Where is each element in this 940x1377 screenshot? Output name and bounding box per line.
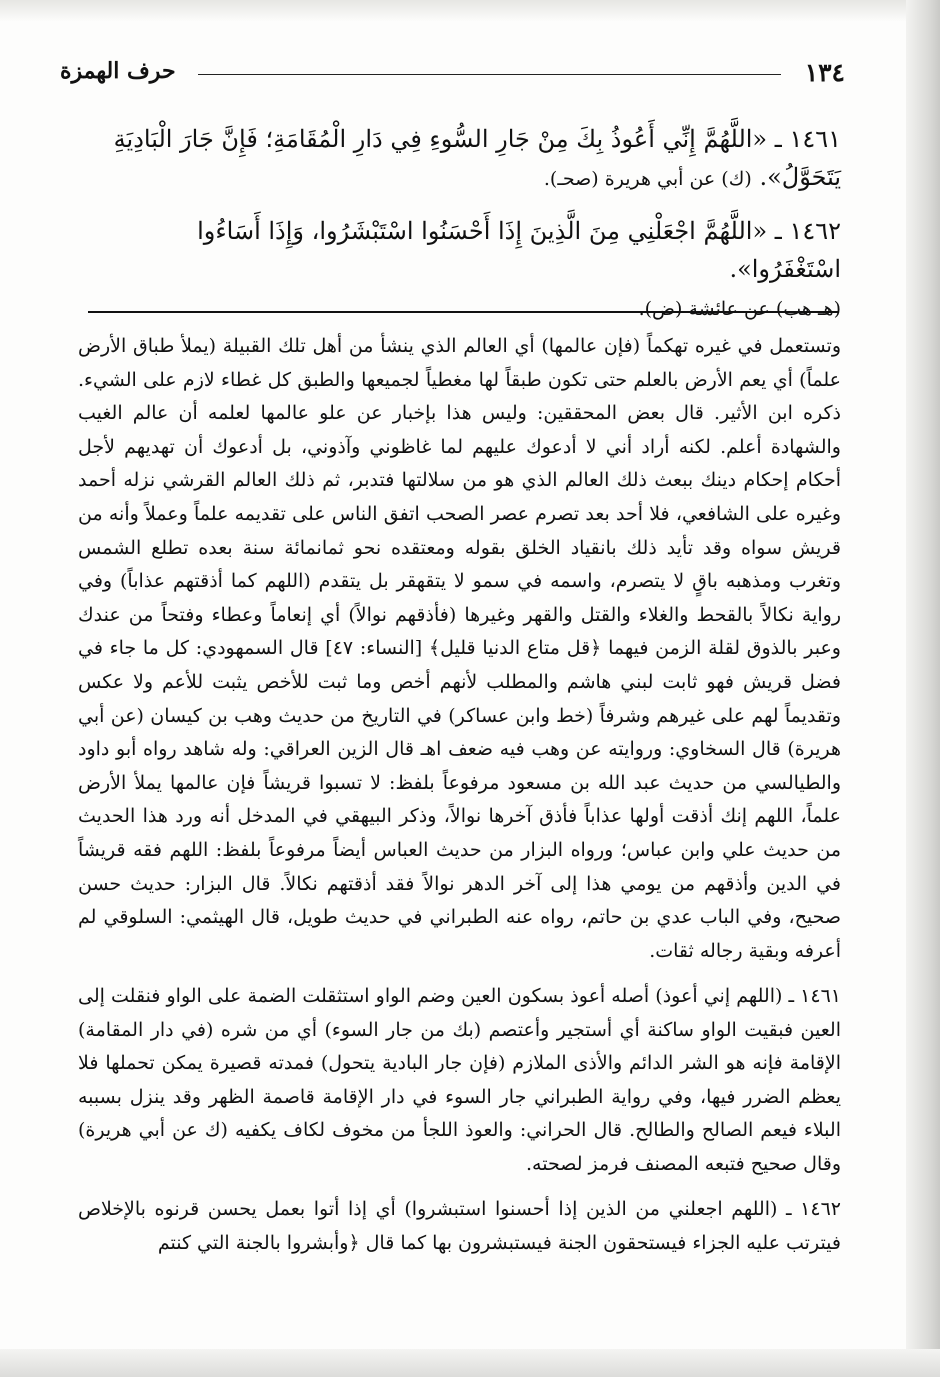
commentary-paragraph: ١٤٦٢ ـ (اللهم اجعلني من الذين إذا أحسنوا استبشروا) أي إذا أتوا بعمل يحسن قرنوه بالإخلاص فيترتب عليه الجزاء فيستحقون الجنة فيستبشرون بها كما قال ﴿وأبشروا بالجنة التي كنتم xyxy=(78,1198,841,1254)
commentary-section xyxy=(78,330,841,1272)
page-binding-shadow xyxy=(906,0,940,1377)
hadith-dash: ـ xyxy=(767,125,782,153)
page-header xyxy=(60,54,845,94)
commentary-paragraph: وتستعمل في غيره تهكماً (فإن عالمها) أي العالم الذي ينشأ من أهل تلك القبيلة (يملأ طباق الأرض علماً) أي يعم الأرض بالعلم حتى تكون طبقاً لها مغطياً لجميعها والطبق كل غطاء لازم على الشيء. ذكره ابن الأثير. قال بعض المحققين: وليس هذا بإخبار عن علو عالمها لعلمه أن عالم الغيب والشهادة أعلم. لكنه أراد أني لا أدعوك عليهم لما غاظوني وآذوني، بل أدعوك أن تهديهم لأجل أحكام إحكام دينك ببعث ذلك العالم الذي هو من سلالتها فتدبر، ثم ذلك العالم القرشي نزله أحمد وغيره على الشافعي، فلا أحد بعد تصرم عصر الصحب اتفق الناس على تقديمه علماً وعملاً وأنه من قريش سواه وقد تأيد ذلك بانقياد الخلق بقوله ومعتقده نحو ثمانمائة سنة بعده تطلع الشمس وتغرب ومذهبه باقٍ لا يتصرم، واسمه في سمو لا يتقهقر بل يتقدم (اللهم كما أذقتهم عذاباً) وفي رواية نكالاً بالقحط والغلاء والقتل والقهر وغيرها (فأذقهم نوالاً) أي إنعاماً وعطاء وفتحاً من عندك وعبر بالذوق لقلة الزمن فيهما ﴿قل متاع الدنيا قليل﴾ [النساء: ٤٧] قال السمهودي: كل ما جاء في فضل قريش فهو ثابت لبني هاشم والمطلب لأنهم أخص وما ثبت للأخص يثبت للأعم ولا عكس وتقديماً لهم على غيرهم وشرفاً (خط وابن عساكر) في التاريخ من حديث وهب بن كيسان (عن أبي هريرة) قال السخاوي: وروايته عن وهب فيه ضعف اهـ قال الزين العراقي: وله شاهد رواه أبو داود والطيالسي من حديث عبد الله بن مسعود مرفوعاً بلفظ: لا تسبوا قريشاً فإن عالمها يملأ الأرض علماً، اللهم إنك أذقت أولها عذاباً فأذق آخرها نوالاً، وذكر البيهقي في المدخل أنه ورد هذا الحديث من حديث علي وابن عباس؛ ورواه البزار من حديث العباس أيضاً مرفوعاً بلفظ: اللهم فقه قريشاً في الدين وأذقهم من يومي هذا إلى آخر الدهر نوالاً فقد أذقتهم نكالاً. قال البزار: حديث حسن صحيح، وفي الباب عدي بن حاتم، رواه عنه الطبراني في حديث طويل، قال الهيثمي: السلوقي لم أعرفه وبقية رجاله ثقات. xyxy=(78,335,841,962)
hadith-text: «اللَّهُمَّ إِنِّي أَعُوذُ بِكَ مِنْ جَارِ السُّوءِ فِي دَارِ الْمُقَامَةِ؛ فَإِنَّ جَارَ الْبَادِيَةِ يَتَحَوَّلُ». xyxy=(113,125,841,191)
hadith-text: «اللَّهُمَّ اجْعَلْنِي مِنَ الَّذِينَ إِذَا أَحْسَنُوا اسْتَبْشَرُوا، وَإِذَا أَسَاءُوا اسْتَغْفَرُوا». xyxy=(197,217,841,283)
hadith-source: (ك) عن أبي هريرة (صحـ). xyxy=(543,168,752,190)
hadith-entry xyxy=(78,120,841,198)
header-rule xyxy=(198,74,781,75)
hadith-dash: ـ xyxy=(767,217,782,245)
page-number: ١٣٤ xyxy=(804,58,845,87)
page-top-shadow xyxy=(0,0,940,22)
hadith-number: ١٤٦١ xyxy=(789,125,841,153)
section-divider xyxy=(88,311,838,313)
page-bottom-shadow xyxy=(0,1349,940,1377)
commentary-paragraph: ١٤٦١ ـ (اللهم إني أعوذ) أصله أعوذ بسكون العين وضم الواو استثقلت الضمة على الواو فنقلت إلى العين فبقيت الواو ساكنة أي أستجير وأعتصم (بك من جار السوء) أي من شره (في دار المقامة) الإقامة فإنه هو الشر الدائم والأذى الملازم (فإن جار البادية يتحول) فمدته قصيرة يمكن تحملها فلا يعظم الضرر فيها، وفي رواية الطبراني جار السوء في دار الإقامة قاصمة الظهر وقد ينزل بسببه البلاء فيعم الصالح والطالح. قال الحراني: والعوذ اللجأ من مخوف لكاف يكفيه (ك عن أبي هريرة) وقال صحيح فتبعه المصنف فرمز لصحته. xyxy=(78,985,841,1175)
hadith-number: ١٤٦٢ xyxy=(789,217,841,245)
hadith-source: (هـ هب) عن عائشة (ض). xyxy=(638,298,841,320)
chapter-title: حرف الهمزة xyxy=(60,58,176,84)
